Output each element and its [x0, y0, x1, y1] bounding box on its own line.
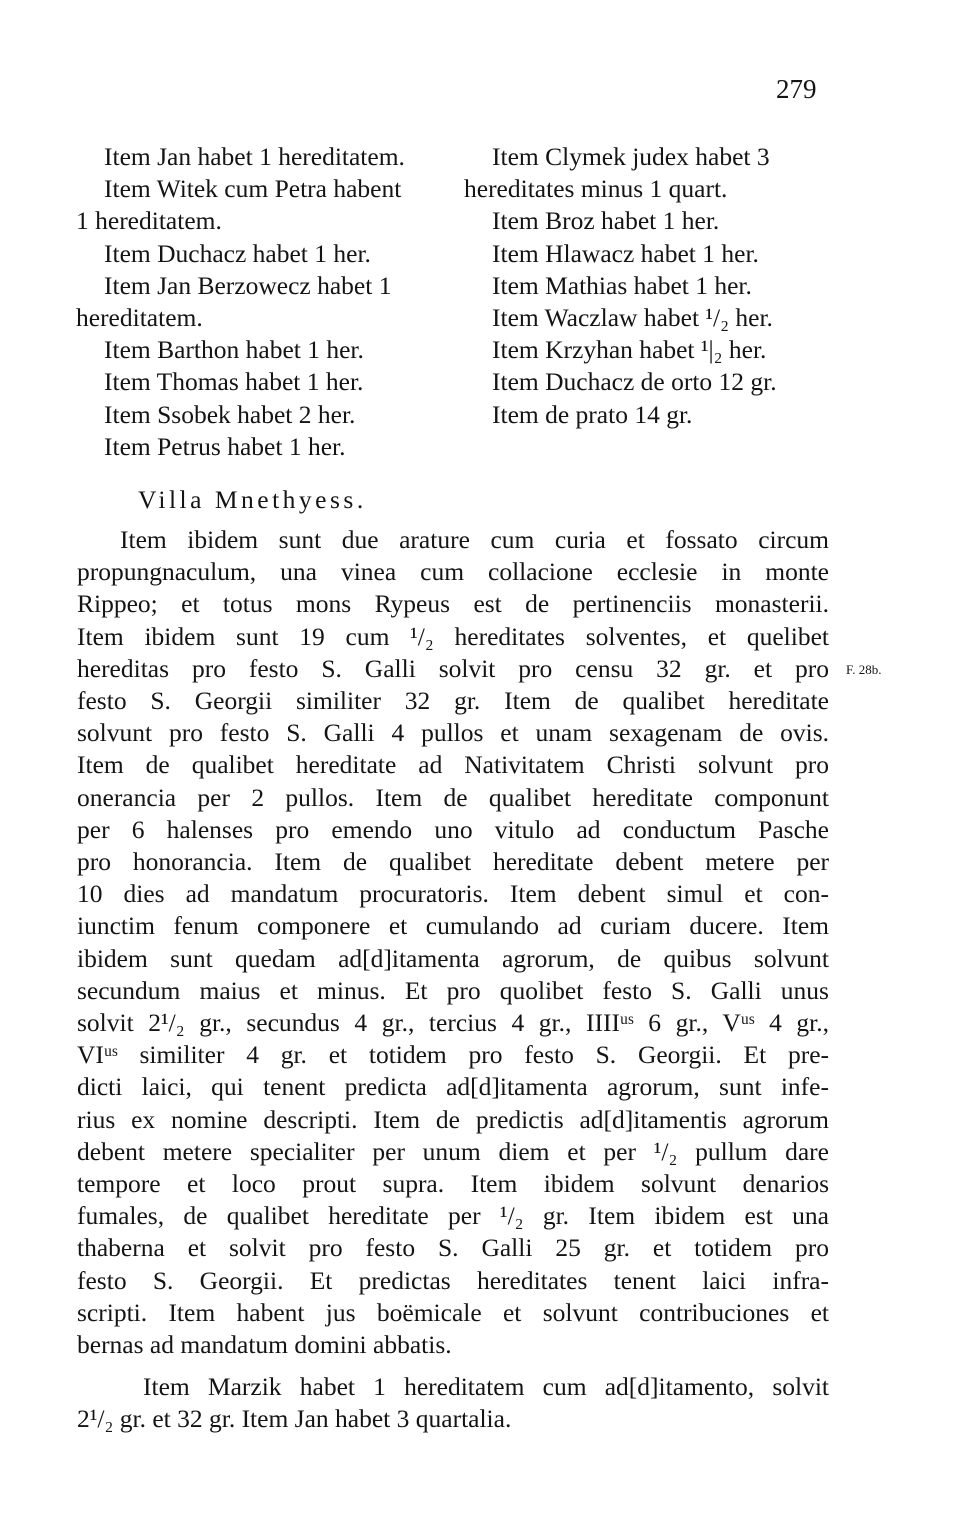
text-line: scripti. Item habent jus boëmicale et solvunt contribuciones et [77, 1297, 829, 1327]
list-item: 1 hereditatem. [76, 206, 222, 236]
section-heading: Villa Mnethyess. [138, 485, 367, 514]
list-item: Item Waczlaw habet ¹/₂ her. [492, 303, 773, 333]
text-line: tempore et loco prout supra. Item ibidem solvunt denarios [77, 1169, 829, 1199]
text-line: Rippeo; et totus mons Rypeus est de pertinenciis monasterii. [77, 589, 829, 619]
final-paragraph [77, 1371, 829, 1435]
list-item: Item Duchacz de orto 12 gr. [492, 367, 777, 397]
list-item: Item Mathias habet 1 her. [492, 270, 752, 300]
right-column [464, 141, 834, 431]
list-item: hereditates minus 1 quart. [464, 174, 728, 204]
text-line: rius ex nomine descripti. Item de predictis ad[d]itamentis agrorum [77, 1104, 829, 1134]
text-line: secundum maius et minus. Et pro quolibet festo S. Galli unus [77, 975, 829, 1005]
text-line: bernas ad mandatum domini abbatis. [77, 1330, 452, 1360]
text-line: iunctim fenum componere et cumulando ad curiam ducere. Item [77, 911, 829, 941]
text-line: fumales, de qualibet hereditate per ¹/₂ gr. Item ibidem est una [77, 1201, 829, 1231]
text-line: VIᵘˢ similiter 4 gr. et totidem pro festo S. Georgii. Et pre- [77, 1040, 829, 1070]
text-line: 10 dies ad mandatum procuratoris. Item debent simul et con- [77, 879, 829, 909]
list-item: Item Ssobek habet 2 her. [104, 399, 356, 429]
margin-note: F. 28b. [846, 662, 882, 677]
text-line: per 6 halenses pro emendo uno vitulo ad conductum Pasche [77, 814, 829, 844]
text-line: ibidem sunt quedam ad[d]itamenta agrorum, de quibus solvunt [77, 943, 829, 973]
text-line: solvit 2¹/₂ gr., secundus 4 gr., tercius 4 gr., IIIIᵘˢ 6 gr., Vᵘˢ 4 gr., [77, 1008, 829, 1038]
list-item: Item Jan Berzowecz habet 1 [104, 270, 392, 300]
list-item: Item de prato 14 gr. [492, 399, 693, 429]
text-line: Item Marzik habet 1 hereditatem cum ad[d]itamento, solvit [143, 1372, 829, 1401]
list-item: Item Jan habet 1 hereditatem. [104, 142, 405, 171]
text-line: hereditas pro festo S. Galli solvit pro censu 32 gr. et pro [77, 653, 829, 683]
text-line: Item de qualibet hereditate ad Nativitatem Christi solvunt pro [77, 750, 829, 780]
text-line: debent metere specialiter per unum diem et per ¹/₂ pullum dare [77, 1136, 829, 1166]
left-column [76, 141, 456, 463]
text-line: onerancia per 2 pullos. Item de qualibet hereditate componunt [77, 782, 829, 812]
list-item: Item Broz habet 1 her. [492, 206, 720, 236]
list-item: Item Thomas habet 1 her. [104, 367, 364, 397]
text-line: solvunt pro festo S. Galli 4 pullos et unam sexagenam de ovis. [77, 718, 829, 748]
text-line: Item ibidem sunt 19 cum ¹/₂ hereditates solventes, et quelibet [77, 621, 829, 651]
text-line: festo S. Georgii similiter 32 gr. Item de qualibet hereditate [77, 686, 829, 716]
list-item: Item Witek cum Petra habent [104, 174, 402, 204]
list-item: Item Duchacz habet 1 her. [104, 238, 371, 268]
text-line: dicti laici, qui tenent predicta ad[d]itamenta agrorum, sunt infe- [77, 1072, 829, 1102]
body-paragraph [77, 524, 829, 1361]
list-item: Item Krzyhan habet ¹|₂ her. [492, 335, 767, 365]
text-line: propungnaculum, una vinea cum collacione ecclesie in monte [77, 557, 829, 587]
list-item: Item Barthon habet 1 her. [104, 335, 364, 365]
list-item: hereditatem. [76, 303, 203, 333]
list-item: Item Petrus habet 1 her. [104, 431, 346, 461]
list-item: Item Clymek judex habet 3 [492, 142, 770, 171]
page-number: 279 [776, 74, 817, 104]
text-line: pro honorancia. Item de qualibet hereditate debent metere per [77, 847, 829, 877]
text-line: thaberna et solvit pro festo S. Galli 25 gr. et totidem pro [77, 1233, 829, 1263]
text-line: 2¹/₂ gr. et 32 gr. Item Jan habet 3 quartalia. [77, 1404, 512, 1434]
list-item: Item Hlawacz habet 1 her. [492, 238, 759, 268]
text-line: festo S. Georgii. Et predictas hereditates tenent laici infra- [77, 1265, 829, 1295]
text-line: Item ibidem sunt due arature cum curia et fossato circum [120, 525, 829, 554]
